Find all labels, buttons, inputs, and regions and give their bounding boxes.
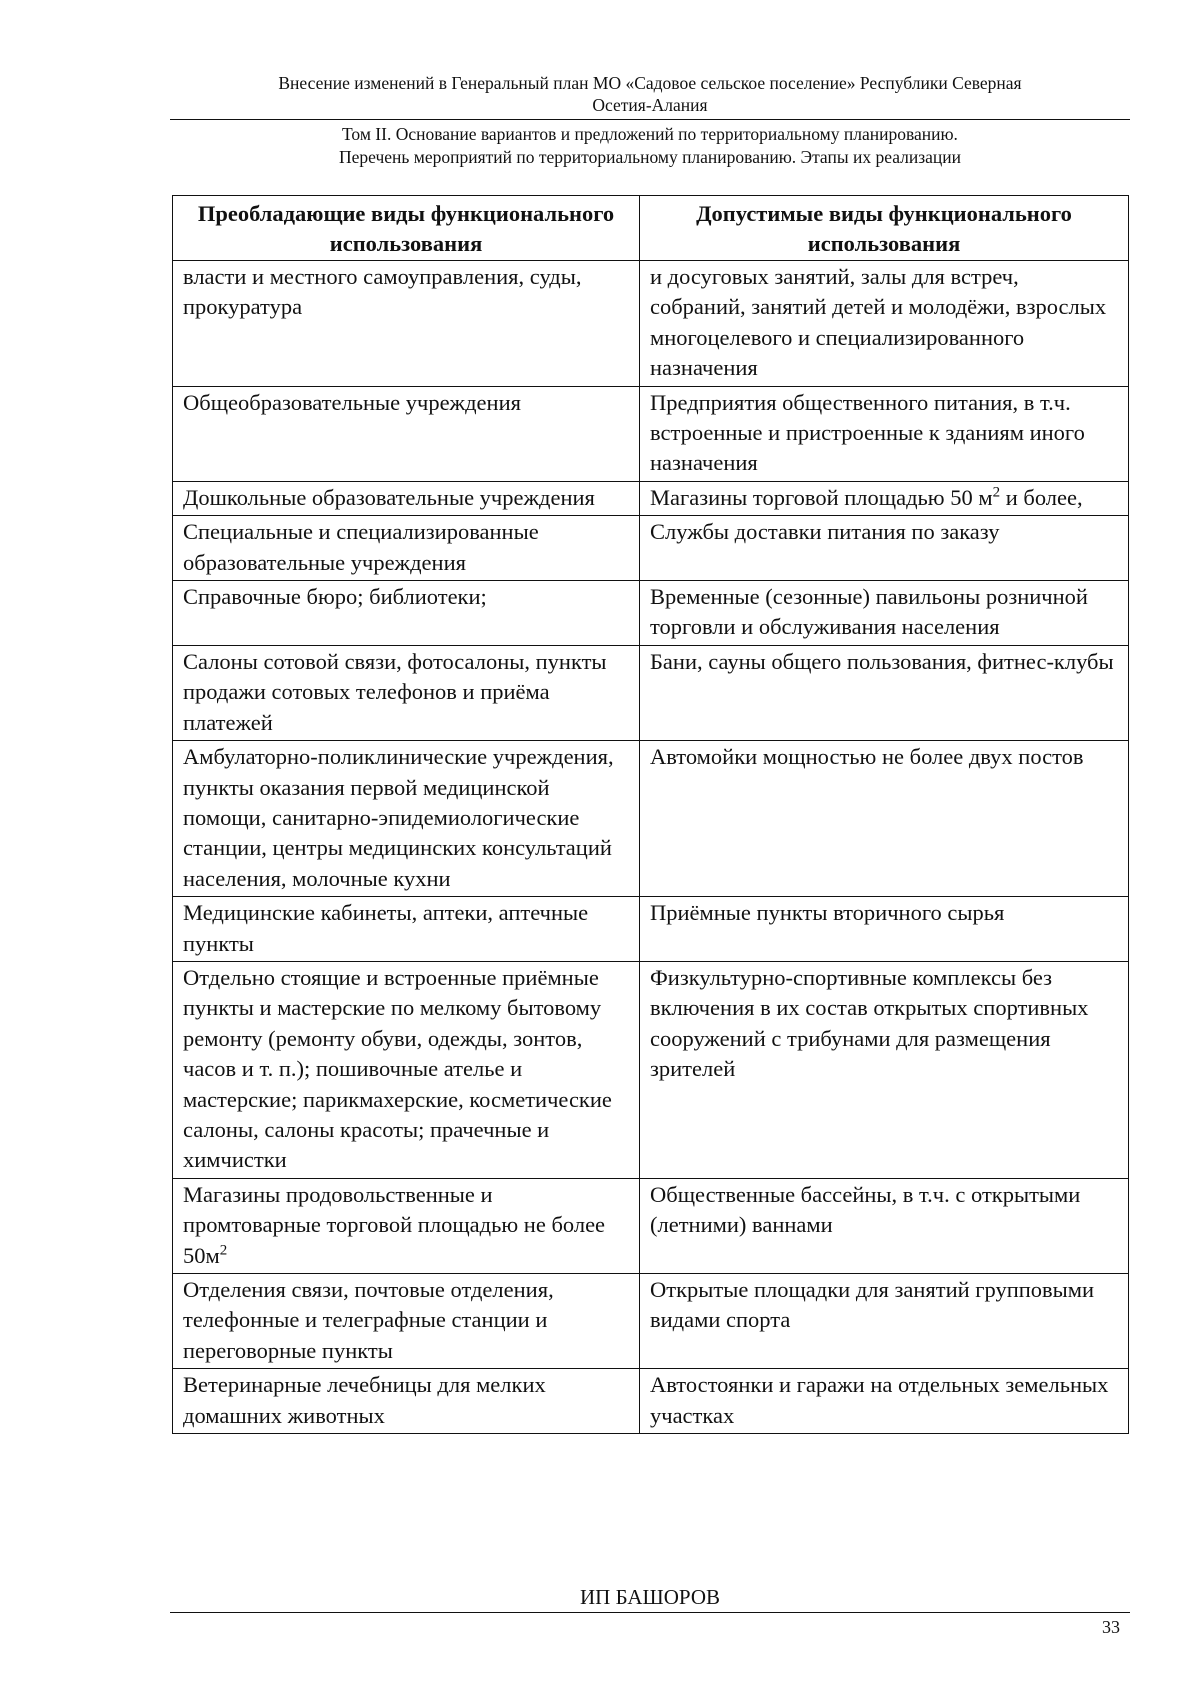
table-row (173, 897, 1129, 962)
table-row (173, 481, 1129, 515)
primary-use-cell: Медицинские кабинеты, аптеки, аптечные пункты (173, 897, 640, 962)
primary-use-cell: Общеобразовательные учреждения (173, 386, 640, 481)
column-header-primary-uses: Преобладающие виды функционального использования (173, 196, 640, 261)
page-number: 33 (1102, 1617, 1120, 1637)
primary-use-cell: Справочные бюро; библиотеки; (173, 581, 640, 646)
primary-use-cell: Отдельно стоящие и встроенные приёмные пункты и мастерские по мелкому бытовому ремонту (ремонту обуви, одежды, зонтов, часов и т. п.); пошивочные ателье и мастерские; парикмахерские, косметические салоны, салоны красоты; прачечные и химчистки (173, 961, 640, 1178)
table-row (173, 1178, 1129, 1273)
functional-usage-table (172, 195, 1129, 1434)
allowed-use-cell: Приёмные пункты вторичного сырья (640, 897, 1129, 962)
table-row (173, 516, 1129, 581)
allowed-use-cell: Предприятия общественного питания, в т.ч. встроенные и пристроенные к зданиям иного назначения (640, 386, 1129, 481)
allowed-use-cell: Общественные бассейны, в т.ч. с открытыми (летними) ваннами (640, 1178, 1129, 1273)
subheader-line2: Перечень мероприятий по территориальному планированию. Этапы их реализации (339, 147, 961, 167)
table-row (173, 1274, 1129, 1369)
table-row (173, 1369, 1129, 1434)
allowed-use-cell: Открытые площадки для занятий групповыми видами спорта (640, 1274, 1129, 1369)
table-row (173, 961, 1129, 1178)
allowed-use-cell: Автомойки мощностью не более двух постов (640, 741, 1129, 897)
header-title-line1: Внесение изменений в Генеральный план МО «Садовое сельское поселение» Республики Северная (278, 73, 1022, 93)
allowed-use-text-end: и более, (1000, 484, 1083, 510)
allowed-use-cell: Службы доставки питания по заказу (640, 516, 1129, 581)
table-header-row (173, 196, 1129, 261)
allowed-use-text: Магазины торговой площадью 50 м (650, 484, 993, 510)
allowed-use-cell (640, 481, 1129, 515)
document-header (170, 72, 1130, 116)
primary-use-cell: Специальные и специализированные образовательные учреждения (173, 516, 640, 581)
superscript-square: 2 (219, 1242, 228, 1259)
primary-use-cell: Отделения связи, почтовые отделения, телефонные и телеграфные станции и переговорные пункты (173, 1274, 640, 1369)
table-row (173, 645, 1129, 740)
subheader-line1: Том II. Основание вариантов и предложений по территориальному планированию. (342, 124, 958, 144)
primary-use-cell: Амбулаторно-поликлинические учреждения, пункты оказания первой медицинской помощи, санитарно-эпидемиологические станции, центры медицинских консультаций населения, молочные кухни (173, 741, 640, 897)
table-row (173, 261, 1129, 387)
allowed-use-cell: Физкультурно-спортивные комплексы без включения в их состав открытых спортивных сооружений с трибунами для размещения зрителей (640, 961, 1129, 1178)
primary-use-cell: Дошкольные образовательные учреждения (173, 481, 640, 515)
primary-use-text: Магазины продовольственные и промтоварные торговой площадью не более 50м (183, 1181, 606, 1268)
header-divider (170, 119, 1130, 120)
primary-use-cell (173, 1178, 640, 1273)
table-row (173, 386, 1129, 481)
allowed-use-cell: Бани, сауны общего пользования, фитнес-клубы (640, 645, 1129, 740)
allowed-use-cell: и досуговых занятий, залы для встреч, собраний, занятий детей и молодёжи, взрослых многоцелевого и специализированного назначения (640, 261, 1129, 387)
table-row (173, 581, 1129, 646)
header-title-line2: Осетия-Алания (592, 95, 708, 115)
primary-use-cell: власти и местного самоуправления, суды, прокуратура (173, 261, 640, 387)
superscript-square: 2 (992, 484, 1001, 501)
primary-use-cell: Ветеринарные лечебницы для мелких домашних животных (173, 1369, 640, 1434)
footer-divider (170, 1612, 1130, 1613)
table-row (173, 741, 1129, 897)
column-header-allowed-uses: Допустимые виды функционального использования (640, 196, 1129, 261)
allowed-use-cell: Временные (сезонные) павильоны розничной торговли и обслуживания населения (640, 581, 1129, 646)
document-subheader (230, 123, 1070, 169)
footer-organization: ИП БАШОРОВ (580, 1585, 720, 1609)
primary-use-cell: Салоны сотовой связи, фотосалоны, пункты продажи сотовых телефонов и приёма платежей (173, 645, 640, 740)
allowed-use-cell: Автостоянки и гаражи на отдельных земельных участках (640, 1369, 1129, 1434)
